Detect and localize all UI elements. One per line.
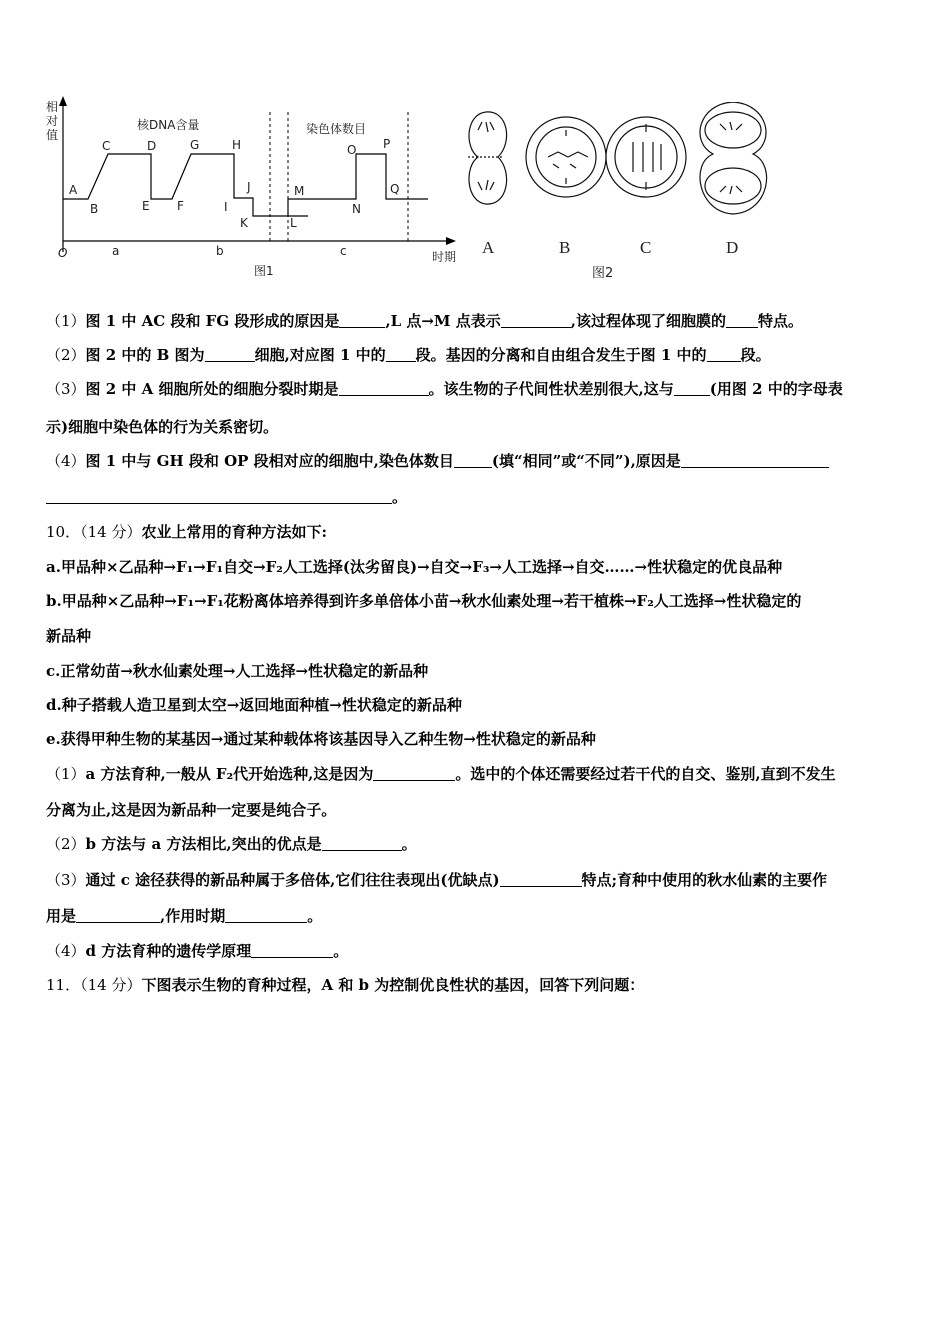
dna-title: 核DNA含量	[137, 118, 200, 132]
answer-blank[interactable]	[726, 311, 758, 328]
answer-blank[interactable]	[225, 906, 307, 923]
point-I: I	[224, 200, 228, 214]
phase-a: a	[112, 244, 120, 258]
answer-blank[interactable]	[205, 345, 255, 362]
cell-C-label: C	[640, 238, 652, 257]
answer-blank[interactable]	[373, 764, 455, 781]
point-N: N	[352, 202, 361, 216]
phase-c: c	[340, 244, 347, 258]
point-F: F	[177, 199, 184, 213]
q10-part3: （3）通过 c 途径获得的新品种属于多倍体,它们往往表现出(优缺点) 特点;育种中使用的秋水仙素的主要作	[46, 871, 828, 889]
answer-blank[interactable]	[339, 311, 385, 328]
answer-blank[interactable]	[674, 379, 710, 396]
answer-blank[interactable]	[707, 345, 741, 362]
q10-method-b: b.甲品种×乙品种→F₁→F₁花粉离体培养得到许多单倍体小苗→秋水仙素处理→若干植株→F₂人工选择→性状稳定的	[46, 592, 802, 610]
point-D: D	[147, 139, 157, 153]
q10-method-a: a.甲品种×乙品种→F₁→F₁自交→F₂人工选择(汰劣留良)→自交→F₃→人工选择→自交……→性状稳定的优良品种	[46, 558, 783, 576]
answer-blank[interactable]	[500, 870, 582, 887]
cell-A-label: A	[482, 238, 495, 257]
point-C: C	[102, 139, 111, 153]
figures	[38, 92, 838, 282]
answer-blank[interactable]	[322, 834, 402, 851]
chromosome-title: 染色体数目	[306, 122, 367, 136]
point-K: K	[240, 216, 248, 230]
point-G: G	[190, 138, 200, 152]
q9-part4-cont: 。	[46, 486, 916, 508]
point-A: A	[69, 183, 78, 197]
q11-heading: 11．（14 分）下图表示生物的育种过程，A 和 b 为控制优良性状的基因，回答下列问题：	[46, 976, 645, 994]
cell-B-label: B	[559, 238, 571, 257]
q10-part4: （4）d 方法育种的遗传学原理 。	[46, 942, 349, 960]
answer-blank[interactable]	[454, 451, 492, 468]
figure1-graph	[38, 92, 478, 282]
answer-blank[interactable]	[251, 941, 333, 958]
answer-blank[interactable]	[681, 451, 829, 468]
x-axis-label: 时期	[432, 250, 457, 264]
phase-b: b	[216, 244, 224, 258]
answer-blank[interactable]	[46, 487, 392, 504]
figure2-cells	[458, 102, 798, 252]
point-M: M	[294, 184, 305, 198]
point-L: L	[290, 216, 297, 230]
answer-blank[interactable]	[386, 345, 416, 362]
answer-blank[interactable]	[339, 379, 429, 396]
q10-part1-cont: 分离为止,这是因为新品种一定要是纯合子。	[46, 801, 337, 819]
origin-label: O	[58, 246, 68, 260]
answer-blank[interactable]	[76, 906, 160, 923]
q10-heading: 10．（14 分）农业上常用的育种方法如下:	[46, 523, 327, 541]
y-axis-label-2: 对	[46, 114, 59, 128]
q9-part4: （4）图 1 中与 GH 段和 OP 段相对应的细胞中,染色体数目 (填“相同”或“不同”),原因是	[46, 450, 916, 472]
q9-part1: （1）图 1 中 AC 段和 FG 段形成的原因是 ,L 点→M 点表示 ,该过程体现了细胞膜的 特点。	[46, 312, 803, 330]
q10-part2: （2）b 方法与 a 方法相比,突出的优点是 。	[46, 835, 417, 853]
q10-part1: （1）a 方法育种,一般从 F₂代开始选种,这是因为 。选中的个体还需要经过若干代的自交、鉴别,直到不发生	[46, 765, 836, 783]
q10-part3-cont: 用是 ,作用时期 。	[46, 907, 323, 925]
q9-part3: （3）图 2 中 A 细胞所处的细胞分裂时期是 。该生物的子代间性状差别很大,这与 (用图 2 中的字母表	[46, 380, 843, 398]
point-E: E	[142, 199, 150, 213]
figure2-caption: 图2	[592, 266, 614, 281]
figure1-caption: 图1	[254, 264, 274, 278]
q10-method-c: c.正常幼苗→秋水仙素处理→人工选择→性状稳定的新品种	[46, 662, 429, 680]
point-J: J	[247, 180, 251, 194]
point-H: H	[232, 138, 242, 152]
point-B: B	[90, 202, 99, 216]
y-axis-label-3: 值	[46, 128, 59, 142]
point-Q: Q	[390, 182, 400, 196]
point-O: O	[347, 143, 357, 157]
q9-part2: （2）图 2 中的 B 图为 细胞,对应图 1 中的 段。基因的分离和自由组合发生于图 1 中的 段。	[46, 346, 771, 364]
answer-blank[interactable]	[501, 311, 571, 328]
q9-part3-cont: 示)细胞中染色体的行为关系密切。	[46, 418, 279, 436]
q10-method-b-cont: 新品种	[46, 627, 92, 645]
point-P: P	[383, 137, 391, 151]
q10-method-d: d.种子搭载人造卫星到太空→返回地面种植→性状稳定的新品种	[46, 696, 462, 714]
y-axis-label-1: 相	[46, 100, 59, 114]
cell-D-label: D	[726, 238, 739, 257]
q10-method-e: e.获得甲种生物的某基因→通过某种载体将该基因导入乙种生物→性状稳定的新品种	[46, 730, 596, 748]
